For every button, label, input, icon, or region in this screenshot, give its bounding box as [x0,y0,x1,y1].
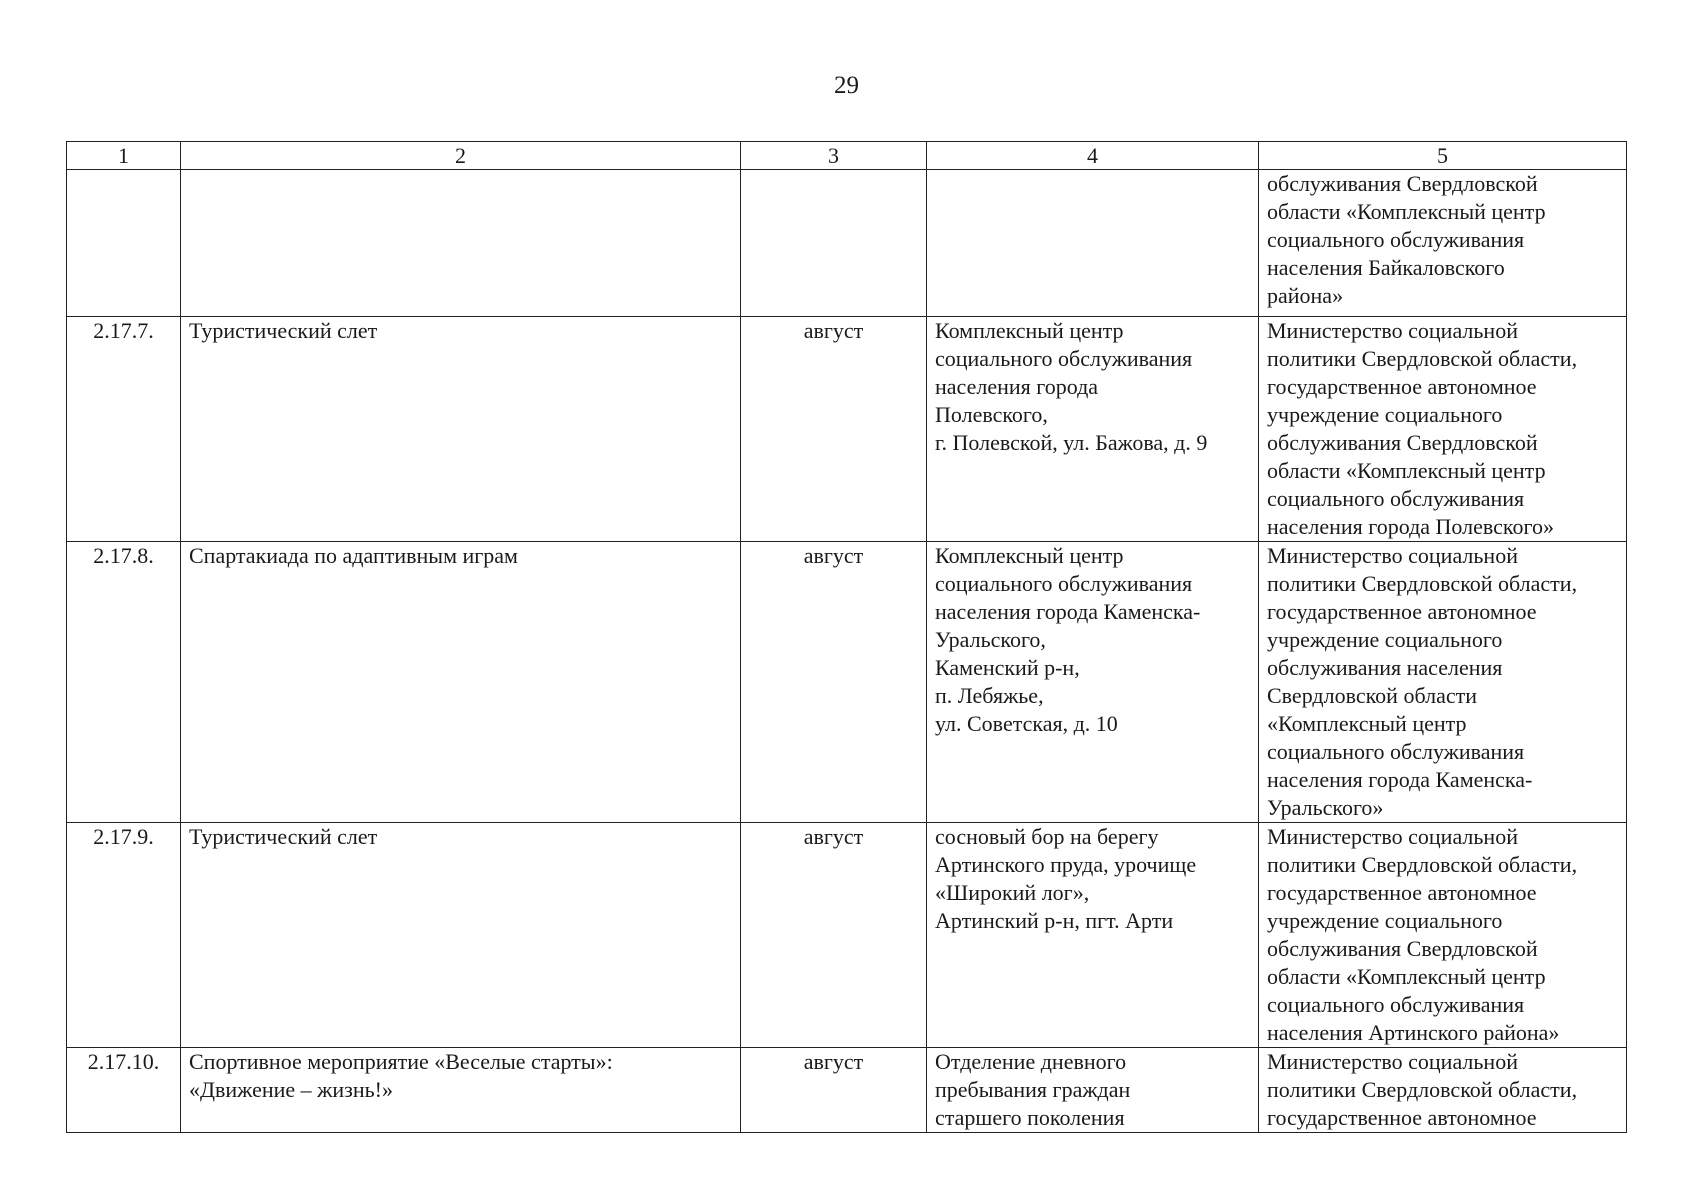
place-line: пребывания граждан [935,1077,1131,1102]
place-line: ул. Советская, д. 10 [935,711,1118,736]
cell-number: 2.17.8. [67,542,181,823]
cell-date: август [741,1048,927,1133]
place-line: Уральского, [935,627,1046,652]
cell-number: 2.17.9. [67,823,181,1048]
organizer-line: обслуживания Свердловской [1267,936,1538,961]
cell-number: 2.17.7. [67,317,181,542]
place-line: социального обслуживания [935,571,1193,596]
cell-date: август [741,823,927,1048]
place-line: сосновый бор на берегу [935,824,1159,849]
place-line: Полевского, [935,402,1048,427]
place-line: Отделение дневного [935,1049,1127,1074]
place-line: населения города Каменска- [935,599,1201,624]
organizer-line: учреждение социального [1267,627,1503,652]
organizer-line: политики Свердловской области, [1267,1077,1578,1102]
column-header-1: 1 [67,142,181,170]
organizer-line: населения Артинского района» [1267,1020,1560,1045]
event-line: Спартакиада по адаптивным играм [189,543,518,568]
table-row [67,1048,1627,1133]
cell-event [181,317,741,542]
organizer-line: социального обслуживания [1267,227,1525,252]
cell-event [181,542,741,823]
organizer-line: Министерство социальной [1267,543,1518,568]
place-line: Артинского пруда, урочище [935,852,1197,877]
organizer-line: населения города Полевского» [1267,514,1554,539]
place-line: Комплексный центр [935,318,1124,343]
organizer-line: обслуживания Свердловской [1267,171,1538,196]
organizer-line: обслуживания Свердловской [1267,430,1538,455]
organizer-line: государственное автономное [1267,599,1537,624]
cell-organizer [1259,1048,1627,1133]
place-line: населения города [935,374,1099,399]
organizer-line: политики Свердловской области, [1267,346,1578,371]
cell-event [181,823,741,1048]
event-line: «Движение – жизнь!» [189,1077,393,1102]
organizer-line: социального обслуживания [1267,992,1525,1017]
organizer-line: обслуживания населения [1267,655,1503,680]
organizer-line: учреждение социального [1267,908,1503,933]
cell-date: август [741,542,927,823]
cell-organizer [1259,317,1627,542]
cell-place [927,170,1259,317]
organizer-line: области «Комплексный центр [1267,199,1546,224]
place-line: социального обслуживания [935,346,1193,371]
table-row [67,823,1627,1048]
events-table [66,141,1627,1133]
page-number: 29 [834,72,859,99]
cell-number: 2.17.10. [67,1048,181,1133]
organizer-line: Уральского» [1267,795,1384,820]
organizer-line: политики Свердловской области, [1267,852,1578,877]
column-header-5: 5 [1259,142,1627,170]
place-line: Комплексный центр [935,543,1124,568]
organizer-line: учреждение социального [1267,402,1503,427]
cell-organizer [1259,170,1627,317]
place-line: Артинский р-н, пгт. Арти [935,908,1174,933]
cell-event [181,1048,741,1133]
cell-date [741,170,927,317]
organizer-line: Министерство социальной [1267,318,1518,343]
place-line: «Широкий лог», [935,880,1090,905]
column-header-2: 2 [181,142,741,170]
place-line: старшего поколения [935,1105,1125,1130]
organizer-line: Министерство социальной [1267,1049,1518,1074]
organizer-line: населения Байкаловского [1267,255,1505,280]
place-line: п. Лебяжье, [935,683,1044,708]
event-line: Спортивное мероприятие «Веселые старты»: [189,1049,613,1074]
organizer-line: Свердловской области [1267,683,1477,708]
cell-number [67,170,181,317]
organizer-line: государственное автономное [1267,374,1537,399]
organizer-line: политики Свердловской области, [1267,571,1578,596]
place-line: Каменский р-н, [935,655,1080,680]
cell-organizer [1259,542,1627,823]
table-row [67,317,1627,542]
organizer-line: области «Комплексный центр [1267,458,1546,483]
cell-place [927,542,1259,823]
cell-place [927,317,1259,542]
event-line: Туристический слет [189,318,378,343]
organizer-line: области «Комплексный центр [1267,964,1546,989]
organizer-line: района» [1267,283,1344,308]
organizer-line: социального обслуживания [1267,739,1525,764]
organizer-line: Министерство социальной [1267,824,1518,849]
event-line: Туристический слет [189,824,378,849]
place-line: г. Полевской, ул. Бажова, д. 9 [935,430,1208,455]
organizer-line: «Комплексный центр [1267,711,1467,736]
table-header-row [67,142,1627,170]
cell-place [927,823,1259,1048]
organizer-line: государственное автономное [1267,1105,1537,1130]
table-row [67,542,1627,823]
cell-date: август [741,317,927,542]
cell-place [927,1048,1259,1133]
column-header-3: 3 [741,142,927,170]
cell-organizer [1259,823,1627,1048]
organizer-line: государственное автономное [1267,880,1537,905]
column-header-4: 4 [927,142,1259,170]
table-row-continuation [67,170,1627,317]
organizer-line: социального обслуживания [1267,486,1525,511]
organizer-line: населения города Каменска- [1267,767,1533,792]
cell-event [181,170,741,317]
